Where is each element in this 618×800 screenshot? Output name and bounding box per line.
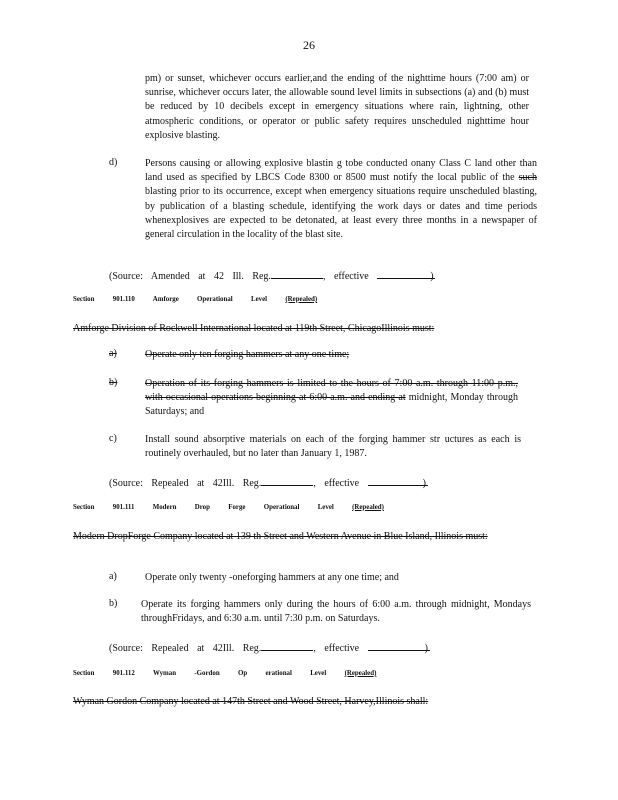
item-d-text — [145, 157, 537, 242]
effective-blank — [377, 268, 435, 279]
source-note-3 — [109, 640, 428, 654]
source-comma: , — [313, 478, 316, 489]
source-effective: effective — [324, 478, 360, 489]
source-effective: effective — [324, 643, 360, 654]
repealed-tag: (Repealed) — [285, 294, 318, 303]
source-close: ) — [424, 643, 428, 654]
section-number: Section 901.110 — [73, 294, 135, 303]
item-d-text-part2: blasting prior to its occurrence, except when emergency situations require unscheduled blasting, by publication of a blasting schedule, identifying the work days or dates and time periods whenexplosives are expected to be detonated, at least every three months in a newspaper of general circulation in the locality of the blast site. — [145, 186, 537, 241]
section-title: Modern Drop Forge Operational Level — [152, 502, 334, 511]
sec110-item-b-text — [145, 377, 518, 420]
source-effective: effective — [333, 271, 369, 282]
sec110-item-c-text: Install sound absorptive materials on each of the forging hammer str uctures as each is routinely overhauled, but no later than January 1, 1987. — [145, 434, 521, 460]
source-action: Repealed at 42Ill. Reg. — [151, 643, 262, 654]
source-close: ) — [430, 271, 434, 282]
source-note-1 — [109, 268, 434, 282]
section-901-110-intro: Amforge Division of Rockwell International located at 119th Street, ChicagoIllinois must: — [73, 323, 435, 334]
source-prefix: (Source: — [109, 478, 143, 489]
sec110-item-b-label: b) — [109, 377, 118, 388]
section-title: Wyman -Gordon Op erational Level — [152, 668, 327, 677]
source-prefix: (Source: — [109, 271, 143, 282]
sec111-item-a-label: a) — [109, 571, 117, 582]
sec110-item-a-text: Operate only ten forging hammers at any one time; — [145, 349, 350, 360]
section-901-111-intro: Modern DropForge Company located at 139 th Street and Western Avenue in Blue Island, Illinois must: — [73, 531, 488, 542]
sec110-item-c-label: c) — [109, 433, 117, 444]
sec111-item-b-label: b) — [109, 598, 118, 609]
section-901-112-heading — [73, 668, 376, 677]
source-prefix: (Source: — [109, 643, 143, 654]
source-comma: , — [322, 271, 326, 282]
effective-blank — [368, 475, 428, 486]
item-d-label: d) — [109, 157, 118, 168]
section-number: Section 901.111 — [73, 502, 135, 511]
source-close: ) — [422, 478, 426, 489]
sec111-item-a-text: Operate only twenty -oneforging hammers at any one time; and — [145, 572, 399, 583]
sec110-item-b-struck: Operation of its forging hammers is limited to the hours of 7:00 a.m. through 11:00 p.m., with occasional operations beginning at 6:00 a.m. and ending at — [145, 378, 518, 404]
sec110-item-b-plain: midnight, Monday through Saturdays; and — [145, 392, 518, 418]
continued-paragraph: pm) or sunset, whichever occurs earlier,and the ending of the nighttime hours (7:00 am) or sunrise, whichever occurs later, the allowable sound level limits in subsections (a) and (b) must be reduced by 10 decibels except in emergency situations where rain, lightning, other atmospheric conditions, or operator or public safety requires unscheduled nighttime hour explosive blasting. — [145, 73, 529, 141]
source-action: Repealed at 42Ill. Reg. — [151, 478, 262, 489]
section-901-110-heading — [73, 294, 317, 303]
repealed-tag: (Repealed) — [344, 668, 377, 677]
repealed-tag: (Repealed) — [352, 502, 384, 511]
section-number: Section 901.112 — [73, 668, 135, 677]
sec110-item-a-label: a) — [109, 348, 117, 359]
source-comma: , — [313, 643, 316, 654]
item-d-struck-word: such — [518, 172, 537, 184]
section-title: Amforge Operational Level — [152, 294, 268, 303]
section-901-111-heading — [73, 502, 384, 511]
section-901-112-intro: Wyman Gordon Company located at 147th Street and Wood Street, Harvey,Illinois shall: — [73, 696, 429, 707]
page-number: 26 — [303, 38, 315, 52]
reg-blank — [261, 640, 313, 651]
effective-blank — [368, 640, 430, 651]
source-note-2 — [109, 475, 426, 489]
item-d-text-part1: Persons causing or allowing explosive blastin g tobe conducted onany Class C land other than land used as specified by LBCS Code 8300 or 8500 must notify the local public of the — [145, 158, 537, 184]
source-action: Amended at 42 Ill. Reg. — [150, 271, 271, 282]
reg-blank — [271, 268, 323, 279]
reg-blank — [261, 475, 313, 486]
sec111-item-b-text: Operate its forging hammers only during the hours of 6:00 a.m. through midnight, Mondays throughFridays, and 6:30 a.m. until 7:30 p.m. on Saturdays. — [141, 599, 531, 625]
